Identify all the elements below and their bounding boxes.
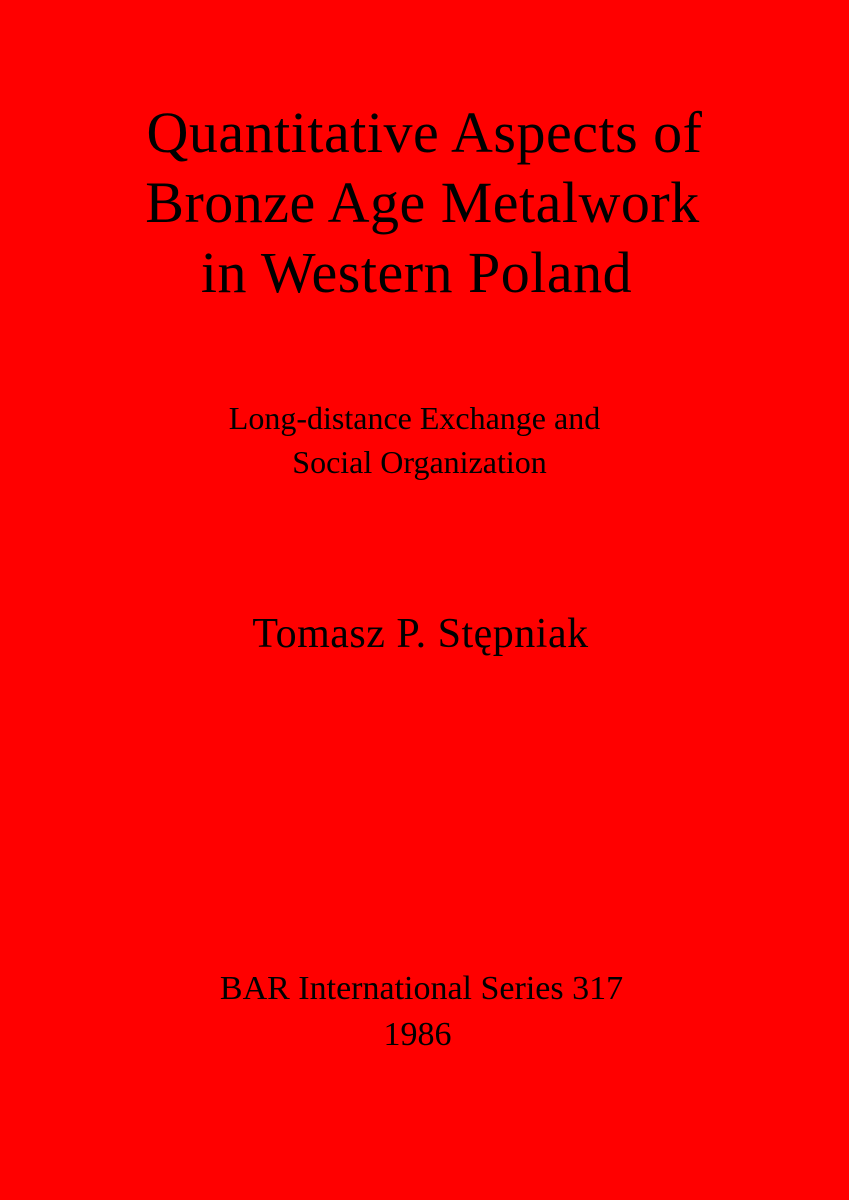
series-block	[0, 966, 849, 1058]
author-block	[0, 608, 849, 660]
author-name: Tomasz P. Stępniak	[252, 611, 589, 657]
publication-year: 1986	[383, 1016, 452, 1053]
book-subtitle	[0, 396, 849, 484]
subtitle-line: Social Organization	[292, 444, 547, 480]
title-line: Quantitative Aspects of	[146, 100, 703, 165]
title-line: Bronze Age Metalwork	[145, 170, 700, 235]
series-name: BAR International Series 317	[219, 970, 624, 1007]
book-title	[0, 98, 849, 308]
subtitle-line: Long-distance Exchange and	[228, 400, 601, 436]
title-line: in Western Poland	[200, 240, 633, 305]
